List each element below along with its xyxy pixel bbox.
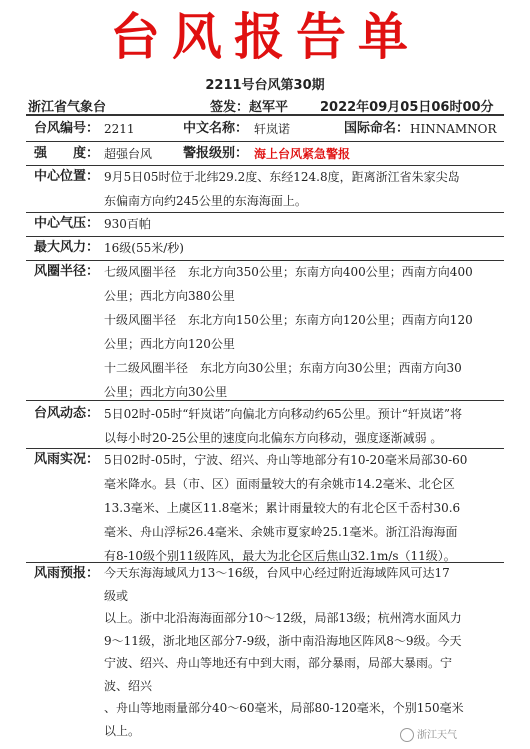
pressure-label: 中心气压： xyxy=(34,216,100,231)
forecast-line: 以上。浙中北沿海海面部分10～12级，局部13级；杭州湾水面风力 xyxy=(104,611,462,625)
actual-line: 毫米、舟山浮标26.4毫米、余姚市夏家岭25.1毫米。浙江沿海海面 xyxy=(104,525,458,539)
alert-value: 海上台风紧急警报 xyxy=(254,147,351,161)
radius-label: 风圈半径： xyxy=(34,264,100,279)
header-rule xyxy=(26,114,504,116)
forecast-label: 风雨预报： xyxy=(34,566,100,581)
alert-label: 警报级别： xyxy=(183,146,249,161)
actual-line: 5日02时-05时，宁波、绍兴、舟山等地部分有10-20毫米局部30-60 xyxy=(104,453,468,467)
center-line: 东偏南方向约245公里的东海海面上。 xyxy=(104,194,307,208)
forecast-line: 今天东海海域风力13～16级，台风中心经过附近海域阵风可达17 xyxy=(104,566,450,580)
forecast-text xyxy=(104,562,464,742)
wind-value: 16级(55米/秒) xyxy=(104,241,184,255)
pressure-value: 930百帕 xyxy=(104,217,151,231)
strength-value: 超强台风 xyxy=(104,147,153,161)
radius-line: 十二级风圈半径 东北方向30公里；东南方向30公里；西南方向30 xyxy=(104,361,462,375)
agency: 浙江省气象台 xyxy=(28,100,107,115)
center-text xyxy=(104,165,460,213)
strength-label: 强 度： xyxy=(34,146,100,161)
actual-line: 毫米降水。县（市、区）面雨量较大的有余姚市14.2毫米、北仑区 xyxy=(104,477,455,491)
watermark xyxy=(400,726,457,742)
actual-label: 风雨实况： xyxy=(34,452,100,467)
center-line: 9月5日05时位于北纬29.2度、东经124.8度，距离浙江省朱家尖岛 xyxy=(104,170,460,184)
actual-line: 有8-10级个别11级阵风，最大为北仑区后焦山32.1m/s（11级）。 xyxy=(104,549,456,563)
radius-line: 公里；西北方向380公里 xyxy=(104,289,235,303)
watermark-text: 浙江天气 xyxy=(417,730,457,741)
issue-datetime: 2022年09月05日06时00分 xyxy=(320,100,494,115)
forecast-line: 级或 xyxy=(104,588,129,603)
intl-name-label: 国际命名： xyxy=(344,121,410,136)
wind-label: 最大风力： xyxy=(34,240,100,255)
dynamic-label: 台风动态： xyxy=(34,406,100,421)
cn-name-label: 中文名称： xyxy=(183,121,249,136)
center-label: 中心位置： xyxy=(34,169,100,184)
weibo-icon xyxy=(400,728,414,742)
actual-line: 13.3毫米、上虞区11.8毫米；累计雨量较大的有北仑区千岙村30.6 xyxy=(104,501,461,515)
signer: 签发：赵军平 xyxy=(210,100,289,115)
dynamic-line: 以每小时20-25公里的速度向北偏东方向移动，强度逐渐减弱 。 xyxy=(104,431,443,445)
radius-line: 十级风圈半径 东北方向150公里；东南方向120公里；西南方向120 xyxy=(104,313,473,327)
radius-line: 公里；西北方向120公里 xyxy=(104,337,235,351)
dynamic-line: 5日02时-05时“轩岚诺”向偏北方向移动约65公里。预计“轩岚诺”将 xyxy=(104,407,463,421)
number-label: 台风编号： xyxy=(34,121,100,136)
radius-line: 公里；西北方向30公里 xyxy=(104,385,228,399)
forecast-line: 以上。 xyxy=(104,723,141,738)
forecast-line: 、舟山等地雨量部分40～60毫米，局部80-120毫米，个别150毫米 xyxy=(104,701,464,715)
forecast-line: 宁波、绍兴、舟山等地还有中到大雨，部分暴雨，局部大暴雨。宁 xyxy=(104,656,453,670)
intl-name-value: HINNAMNOR xyxy=(410,122,497,136)
forecast-line: 9～11级，浙北地区部分7-9级，浙中南沿海地区阵风8～9级。今天 xyxy=(104,633,462,648)
report-title: 台风报告单 xyxy=(110,8,420,66)
number-value: 2211 xyxy=(104,122,135,136)
cn-name-value: 轩岚诺 xyxy=(254,122,291,136)
actual-text xyxy=(104,448,467,568)
dynamic-text xyxy=(104,402,462,450)
issue-number: 2211号台风第30期 xyxy=(205,78,325,93)
radius-line: 七级风圈半径 东北方向350公里；东南方向400公里；西南方向400 xyxy=(104,265,473,279)
divider xyxy=(26,400,504,401)
radius-text xyxy=(104,260,473,404)
forecast-line: 波、绍兴 xyxy=(104,678,153,693)
